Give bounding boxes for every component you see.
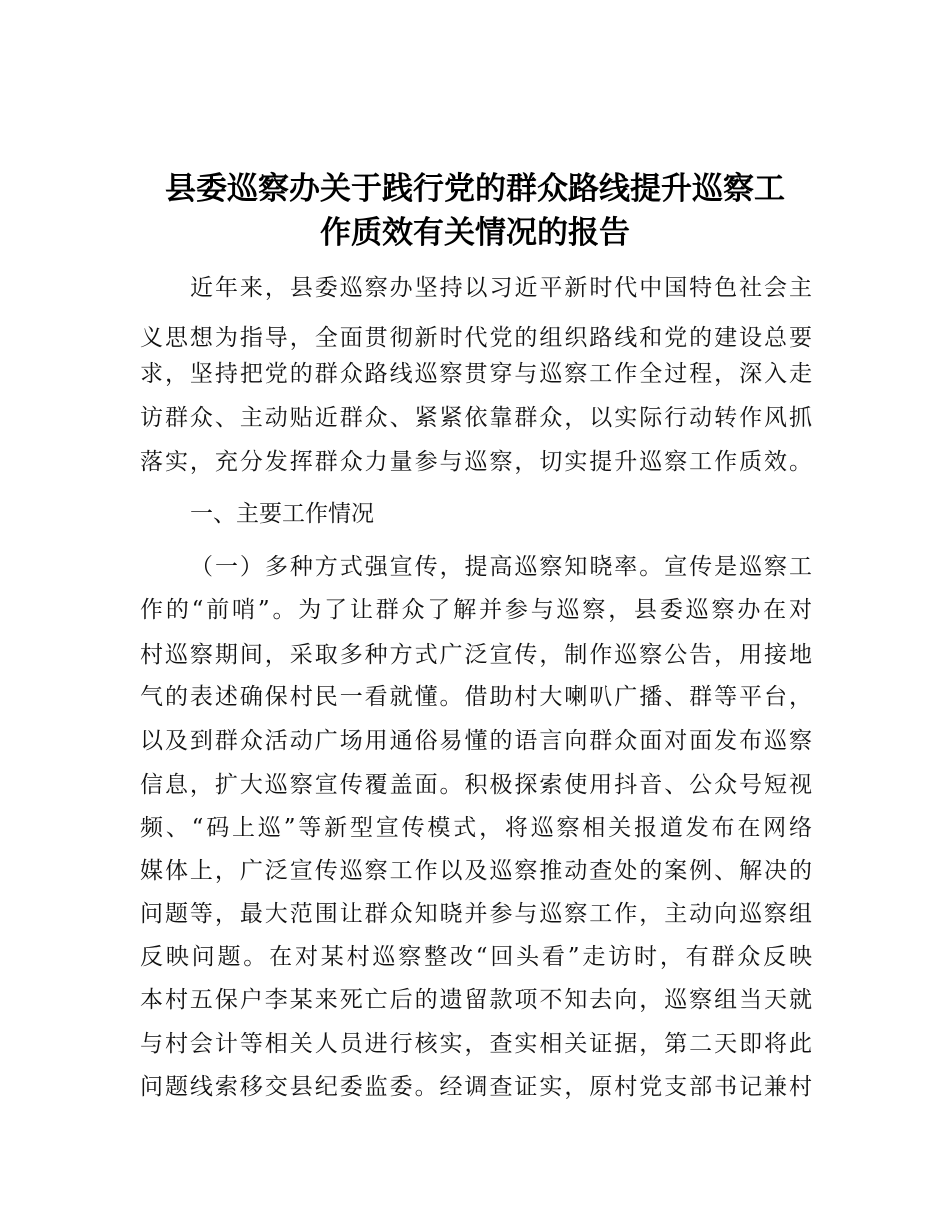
section-heading: 一、主要工作情况	[190, 501, 374, 527]
section-1-line-5: 以及到群众活动广场用通俗易懂的语言向群众面对面发布巡察	[140, 728, 812, 754]
intro-line-2: 义思想为指导，全面贯彻新时代党的组织路线和党的建设总要	[140, 325, 812, 351]
intro-line-5: 落实，充分发挥群众力量参与巡察，切实提升巡察工作质效。	[140, 449, 812, 475]
report-title-line-1: 县委巡察办关于践行党的群众路线提升巡察工	[165, 171, 785, 207]
section-1-line-3: 村巡察期间，采取多种方式广泛宣传，制作巡察公告，用接地	[140, 642, 812, 668]
intro-line-1: 近年来，县委巡察办坚持以习近平新时代中国特色社会主	[190, 275, 812, 301]
section-1-line-6: 信息，扩大巡察宣传覆盖面。积极探索使用抖音、公众号短视	[140, 772, 812, 798]
section-1-line-1: （一）多种方式强宣传，提高巡察知晓率。宣传是巡察工	[190, 554, 812, 580]
section-1-line-10: 反映问题。在对某村巡察整改“回头看”走访时，有群众反映	[140, 944, 812, 970]
report-title-line-2: 作质效有关情况的报告	[320, 215, 630, 251]
section-1-line-11: 本村五保户李某来死亡后的遗留款项不知去向，巡察组当天就	[140, 987, 812, 1013]
intro-line-4: 访群众、主动贴近群众、紧紧依靠群众，以实际行动转作风抓	[140, 405, 812, 431]
intro-line-3: 求，坚持把党的群众路线巡察贯穿与巡察工作全过程，深入走	[140, 361, 812, 387]
section-1-line-12: 与村会计等相关人员进行核实，查实相关证据，第二天即将此	[140, 1031, 812, 1057]
section-1-line-2: 作的“前哨”。为了让群众了解并参与巡察，县委巡察办在对	[140, 597, 812, 623]
section-1-line-13: 问题线索移交县纪委监委。经调查证实，原村党支部书记兼村	[140, 1074, 812, 1100]
section-1-line-7: 频、“码上巡”等新型宣传模式，将巡察相关报道发布在网络	[140, 815, 812, 841]
section-1-line-4: 气的表述确保村民一看就懂。借助村大喇叭广播、群等平台，	[140, 684, 812, 710]
section-1-line-8: 媒体上，广泛宣传巡察工作以及巡察推动查处的案例、解决的	[140, 858, 812, 884]
section-1-line-9: 问题等，最大范围让群众知晓并参与巡察工作，主动向巡察组	[140, 901, 812, 927]
